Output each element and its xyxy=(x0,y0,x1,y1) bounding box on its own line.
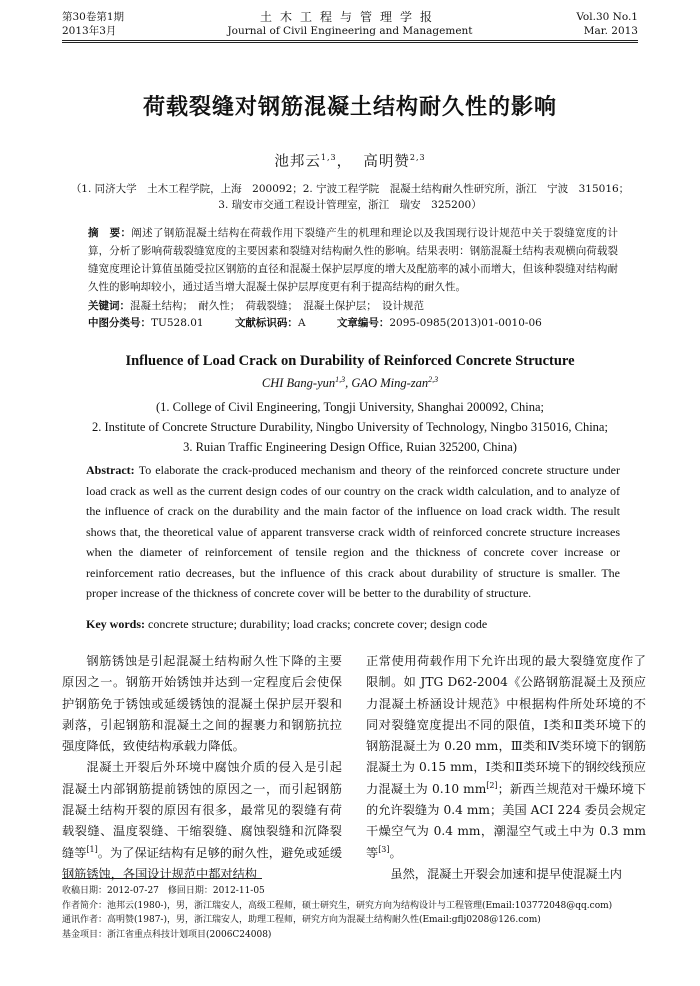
footnote-rule xyxy=(62,878,262,879)
keywords-cn-text: 混凝土结构； 耐久性； 荷载裂缝； 混凝土保护层； 设计规范 xyxy=(130,300,424,312)
authors-cn xyxy=(0,150,700,171)
author-sep: ， xyxy=(336,154,353,170)
header-date: 2013年3月 xyxy=(62,25,117,37)
abstract-en xyxy=(86,460,620,604)
abstract-cn-text: 阐述了钢筋混凝土结构在荷载作用下裂缝产生的机理和理论以及我国现行设计规范中关于裂缝宽度的计算，分析了影响荷载裂缝宽度的主要因素和裂缝对结构耐久性的影响。结果表明：钢筋混凝土结构表观横向荷载裂缝宽度理论计算值虽随受拉区钢筋的直径和混凝土保护层厚度的增大及配筋率的减小而增大，但该种裂缝对结构耐久性的影响却较小，通过适当增大混凝土保护层厚度更有利于提高结构的耐久性。 xyxy=(88,227,619,293)
footnote-received: 收稿日期：2012-07-27 修回日期：2012-11-05 xyxy=(62,886,265,896)
body-column-right xyxy=(366,651,646,885)
footnote-corresponding-author: 通讯作者：高明赞(1987-)，男，浙江瑞安人，助理工程师，研究方向为混凝土结构耐久性(Email:gflj0208@126.com) xyxy=(62,915,541,925)
keywords-en xyxy=(86,615,620,633)
author-en-sep: , xyxy=(345,376,352,390)
author-2-en: GAO Ming-zan xyxy=(351,376,429,390)
abstract-cn-label: 摘 要： xyxy=(88,227,132,239)
body-paragraph: 钢筋锈蚀是引起混凝土结构耐久性下降的主要原因之一。钢筋开始锈蚀并达到一定程度后会使保护钢筋免于锈蚀或延缓锈蚀的混凝土保护层开裂和剥落，引起钢筋和混凝土之间的握裹力和钢筋抗拉强度降低，致使结构承载力降低。 xyxy=(62,654,342,754)
affil-cn-line1: （1. 同济大学 土木工程学院，上海 200092；2. 宁波工程学院 混凝土结构耐久性研究所，浙江 宁波 315016； xyxy=(70,183,630,195)
author-1-en: CHI Bang-yun xyxy=(261,376,336,390)
header-volume: 第30卷第1期 xyxy=(62,11,125,23)
affil-en-line2: 2. Institute of Concrete Structure Durability, Ningbo University of Technology, Ningbo 315016, China; xyxy=(92,420,608,434)
citation-ref[interactable]: [2] xyxy=(486,780,498,790)
body-column-left xyxy=(62,651,342,885)
abstract-en-text: To elaborate the crack-produced mechanism and theory of the reinforced concrete structure under load crack as well as the current design codes of our country on the crack width calculation, and to analyze of the influence of crack on the durability and the main factor of the influence on load crack width. The result shows that, the theoretical value of apparent transverse crack width of reinforced concrete structure increases when the diameter of reinforcement of tensile region and the thickness of concrete cover increase or reinforcement ratio decreases, but the influence of this crack about durability of structure is smaller. The proper increase of the thickness of concrete cover will be better to the durability of structure. xyxy=(86,463,620,600)
abstract-en-label: Abstract: xyxy=(86,463,139,477)
header-rule-2 xyxy=(62,42,638,43)
footnotes xyxy=(62,884,662,942)
keywords-cn-label: 关键词： xyxy=(88,300,130,312)
header-rule xyxy=(62,40,638,41)
classification-line xyxy=(88,315,618,332)
footnote-author-bio: 作者简介：池邦云(1980-)，男，浙江瑞安人，高级工程师，硕士研究生，研究方向为结构设计与工程管理(Email:103772048@qq.com) xyxy=(62,900,613,911)
citation-ref[interactable]: [1] xyxy=(86,844,98,854)
author-1-affil: 1,3 xyxy=(320,153,337,163)
keywords-en-label: Key words: xyxy=(86,617,148,631)
author-1: 池邦云 xyxy=(274,154,321,170)
body-text: 。 xyxy=(389,845,402,860)
affil-en-line3: 3. Ruian Traffic Engineering Design Office, Ruian 325200, China) xyxy=(183,440,517,454)
journal-name-en: Journal of Civil Engineering and Management xyxy=(227,25,473,37)
journal-name-cn: 土木工程与管理学报 xyxy=(259,10,440,24)
article-no-value: 2095-0985(2013)01-0010-06 xyxy=(389,317,542,329)
authors-en xyxy=(0,376,700,391)
keywords-cn xyxy=(88,298,618,315)
article-no-label: 文章编号： xyxy=(336,317,390,329)
clc-label: 中图分类号： xyxy=(88,317,151,329)
footnote-funding: 基金项目：浙江省重点科技计划项目(2006C24008) xyxy=(62,929,272,940)
clc-value: TU528.01 xyxy=(151,317,204,329)
body-paragraph: 虽然，混凝土开裂会加速和提早使混凝土内 xyxy=(390,866,622,881)
body-text: ；新西兰规范对干燥环境下的允许裂缝为 0.4 mm；美国 ACI 224 委员会规定干燥空气为 0.4 mm，潮湿空气或土中为 0.3 mm 等 xyxy=(366,781,647,860)
abstract-cn xyxy=(88,224,618,296)
body-text: 。为了保证结构有足够的耐久性，避免或延缓钢筋锈蚀，各国设计规范中都对结构 xyxy=(62,845,343,881)
affiliations-en xyxy=(0,397,700,457)
paper-title-en: Influence of Load Crack on Durability of Reinforced Concrete Structure xyxy=(125,353,575,369)
author-2: 高明赞 xyxy=(363,154,410,170)
author-1-en-affil: 1,3 xyxy=(335,374,346,384)
header-month: Mar. 2013 xyxy=(583,25,638,37)
header-volume-en xyxy=(576,10,638,38)
body-paragraph xyxy=(62,757,342,885)
paper-title-cn: 荷载裂缝对钢筋混凝土结构耐久性的影响 xyxy=(142,94,557,120)
doc-code-value: A xyxy=(297,317,306,329)
citation-ref[interactable]: [3] xyxy=(378,844,390,854)
affil-cn-line2: 3. 瑞安市交通工程设计管理室，浙江 瑞安 325200） xyxy=(218,199,482,211)
body-text: 正常使用荷载作用下允许出现的最大裂缝宽度作了限制。如 JTG D62-2004《公路钢筋混凝土及预应力混凝土桥涵设计规范》中根据构件所处环境的不同对裂缝宽度提出不同的限值，Ⅰ类和Ⅱ类环境下的钢筋混凝土为 0.20 mm，Ⅲ类和Ⅳ类环境下的钢筋混凝土为 0.15 mm，Ⅰ类和Ⅱ类环境下的钢绞线预应力混凝土为 0.10 mm xyxy=(366,654,646,796)
keywords-en-text: concrete structure; durability; load cracks; concrete cover; design code xyxy=(148,617,488,631)
author-2-affil: 2,3 xyxy=(409,153,426,163)
doc-code-label: 文献标识码： xyxy=(234,317,298,329)
author-2-en-affil: 2,3 xyxy=(428,374,439,384)
body-paragraph xyxy=(366,651,646,864)
header-vol-no: Vol.30 No.1 xyxy=(576,11,638,23)
body-text: 混凝土开裂后外环境中腐蚀介质的侵入是引起混凝土内部钢筋提前锈蚀的原因之一，而引起钢筋混凝土结构开裂的原因有很多，最常见的裂缝有荷载裂缝、温度裂缝、干缩裂缝、腐蚀裂缝和沉降裂缝等 xyxy=(62,760,342,860)
affiliations-cn xyxy=(30,181,670,213)
affil-en-line1: (1. College of Civil Engineering, Tongji University, Shanghai 200092, China; xyxy=(156,400,544,414)
